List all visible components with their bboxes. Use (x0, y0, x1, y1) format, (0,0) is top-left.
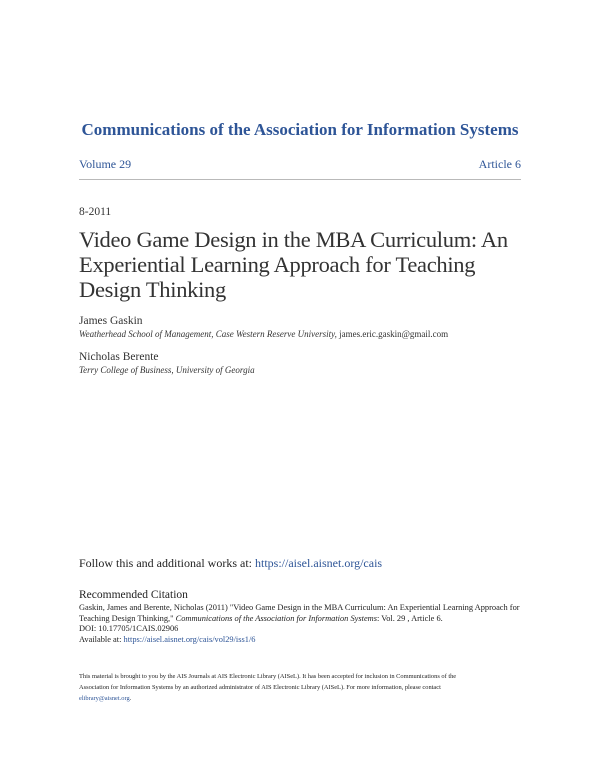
repository-notice (79, 671, 529, 704)
follow-text: Follow this and additional works at: (79, 556, 255, 570)
citation-doi: DOI: 10.17705/1CAIS.02906 (79, 624, 179, 633)
title-line: Design Thinking (79, 277, 226, 302)
notice-text: . (129, 695, 132, 702)
volume-article-line (79, 157, 521, 172)
affiliation-text: Weatherhead School of Management, Case Western Reserve University, (79, 329, 337, 339)
notice-line (79, 693, 529, 704)
header-divider (79, 179, 521, 180)
recommended-citation-heading: Recommended Citation (79, 589, 188, 601)
follow-line (79, 556, 382, 571)
title-line: Experiential Learning Approach for Teaching (79, 252, 476, 277)
citation-block (79, 603, 529, 645)
title-line: Video Game Design in the MBA Curriculum: An (79, 227, 508, 252)
available-link[interactable]: https://aisel.aisnet.org/cais/vol29/iss1/6 (123, 634, 256, 644)
available-label: Available at: (79, 634, 124, 644)
paper-title (79, 227, 549, 302)
author-name: James Gaskin (79, 315, 143, 327)
citation-journal: Communications of the Association for Information Systems (175, 613, 377, 623)
publication-date: 8-2011 (79, 206, 112, 218)
author-email: james.eric.gaskin@gmail.com (336, 329, 449, 339)
author-affiliation (79, 365, 255, 375)
volume-link[interactable]: Volume 29 (79, 157, 132, 171)
notice-line: Association for Information Systems by an authorized administrator of AIS Electronic Library (AISeL). For more information, please contact (79, 684, 441, 691)
citation-available (79, 635, 529, 646)
affiliation-text: Terry College of Business, University of Georgia (79, 365, 255, 375)
citation-line (79, 614, 529, 625)
citation-text: Teaching Design Thinking," (79, 613, 176, 623)
author-name: Nicholas Berente (79, 351, 159, 363)
notice-line: This material is brought to you by the AIS Journals at AIS Electronic Library (AISeL). It has been accepted for inclusion in Communications of the (79, 673, 457, 680)
follow-link[interactable]: https://aisel.aisnet.org/cais (255, 556, 383, 570)
journal-title[interactable]: Communications of the Association for Information Systems (81, 120, 519, 139)
notice-email-link[interactable]: elibrary@aisnet.org (79, 695, 130, 702)
article-link[interactable]: Article 6 (478, 157, 521, 171)
author-affiliation (79, 329, 448, 339)
citation-line: Gaskin, James and Berente, Nicholas (2011) "Video Game Design in the MBA Curriculum: An Experiential Learning Approach for (79, 603, 520, 612)
citation-text: : Vol. 29 , Article 6. (376, 613, 443, 623)
